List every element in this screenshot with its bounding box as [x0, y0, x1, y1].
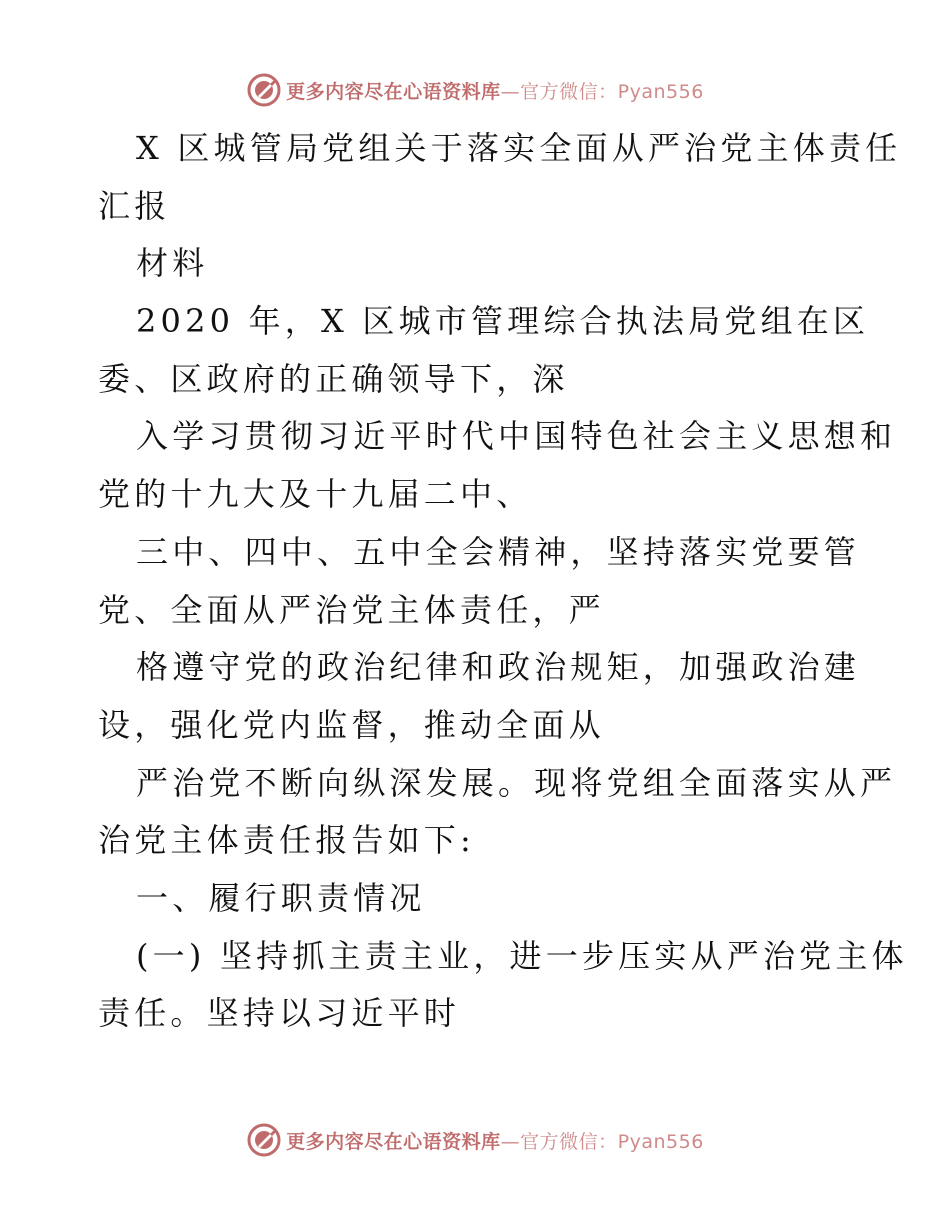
watermark-prefix: 更多内容尽在心语资料库 — [286, 80, 501, 103]
document-line: 委、区政府的正确领导下，深 — [98, 359, 569, 398]
document-line: X 区城管局党组关于落实全面从严治党主体责任 — [136, 129, 902, 167]
footer-watermark-banner — [0, 1120, 950, 1160]
document-line: 汇报 — [98, 186, 171, 225]
document-line: 材料 — [136, 244, 209, 283]
pen-logo-icon — [246, 72, 282, 108]
watermark-suffix: 官方微信：Pyan556 — [520, 1130, 704, 1153]
document-line: 治党主体责任报告如下: — [98, 821, 475, 860]
document-body — [98, 120, 908, 1043]
pen-logo-icon — [246, 1122, 282, 1158]
document-line: 格遵守党的政治纪律和政治规矩，加强政治建 — [136, 648, 861, 687]
watermark-dash: — — [500, 80, 521, 103]
document-line: 责任。坚持以习近平时 — [98, 994, 461, 1033]
document-line: 一、履行职责情况 — [136, 878, 426, 917]
watermark-prefix: 更多内容尽在心语资料库 — [286, 1130, 501, 1153]
watermark-text — [286, 77, 704, 104]
watermark-text — [286, 1127, 704, 1154]
document-line: 2020 年，X 区城市管理综合执法局党组在区 — [136, 302, 870, 341]
document-line: 三中、四中、五中全会精神，坚持落实党要管 — [136, 532, 861, 571]
watermark-suffix: 官方微信：Pyan556 — [520, 80, 704, 103]
document-line: (一) 坚持抓主责主业，进一步压实从严治党主体 — [136, 936, 908, 975]
document-line: 严治党不断向纵深发展。现将党组全面落实从严 — [136, 763, 897, 802]
watermark-dash: — — [500, 1130, 521, 1153]
document-line: 设，强化党内监督，推动全面从 — [98, 705, 605, 744]
document-line: 党、全面从严治党主体责任，严 — [98, 590, 605, 629]
document-line: 党的十九大及十九届二中、 — [98, 475, 533, 514]
header-watermark-banner — [0, 70, 950, 110]
document-line: 入学习贯彻习近平时代中国特色社会主义思想和 — [136, 417, 897, 456]
